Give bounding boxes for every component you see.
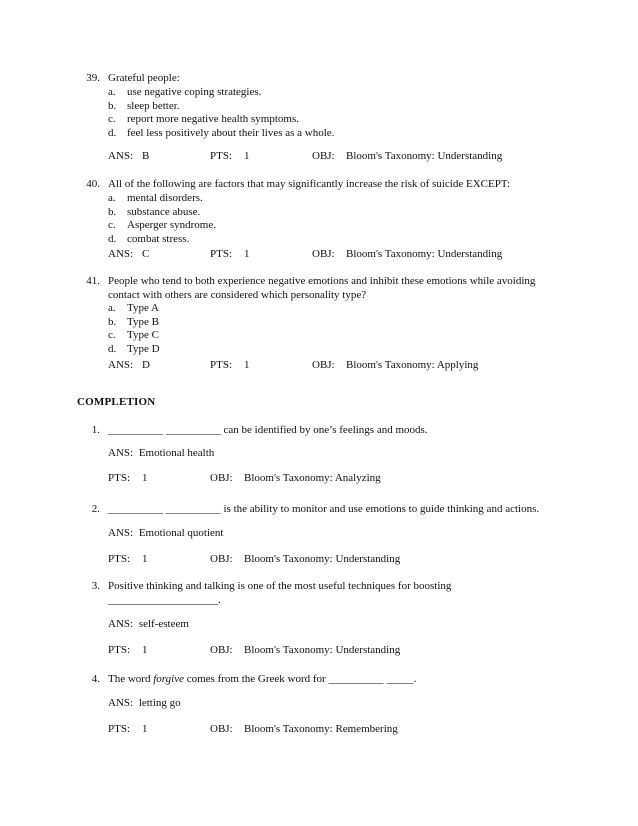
question-number: 41. [86,275,100,287]
points-meta [108,472,578,486]
option-row [108,233,578,247]
ans-value: Emotional health [138,447,215,459]
blank: ____________________ [108,593,218,606]
ans-value: Emotional quotient [138,527,224,539]
points-meta [108,723,578,737]
obj-label: OBJ: [210,472,233,484]
item-text-rest: can be identified by one’s feelings and moods. [223,424,428,436]
answer-options [108,86,578,140]
option-text: Asperger syndrome. [127,219,216,231]
pts-value: 1 [142,472,148,484]
option-row [108,206,578,220]
option-text: Type C [127,329,159,341]
option-letter: d. [108,232,117,245]
ans-value: B [142,150,150,162]
option-text: Type D [127,342,160,355]
option-row [108,100,578,114]
ans-label: ANS: [108,618,134,630]
option-row [108,302,578,316]
answer-line [108,618,189,632]
answer-meta [108,150,578,164]
ans-label: ANS: [108,527,134,539]
item-text [108,424,428,438]
blank: __________ [165,503,221,515]
ans-value: letting go [138,697,181,709]
pts-label: PTS: [108,723,131,735]
option-letter: d. [108,342,117,355]
points-meta [108,644,578,658]
blank: __________ [165,424,221,436]
ans-label: ANS: [108,697,134,709]
ans-value: C [142,248,150,260]
item-text [108,503,539,517]
ans-label: ANS: [108,447,134,459]
pts-value: 1 [244,150,250,162]
pts-value: 1 [142,644,148,656]
item-number: 1. [91,424,100,436]
item-text [108,673,416,687]
answer-options [108,302,578,356]
option-row [108,113,578,127]
obj-label: OBJ: [312,359,335,371]
option-letter: a. [108,302,116,314]
item-number: 3. [91,580,100,592]
option-row [108,86,578,100]
answer-meta [108,248,578,262]
blank: __________ [328,673,384,685]
text-before: The word [108,673,154,685]
option-text: use negative coping strategies. [127,86,262,98]
option-letter: b. [108,315,117,328]
pts-label: PTS: [210,359,233,371]
period: . [218,593,221,606]
italic-word: forgive [153,673,184,685]
pts-label: PTS: [210,248,233,260]
obj-value: Bloom's Taxonomy: Understanding [346,248,503,260]
period: . [413,673,417,685]
obj-label: OBJ: [312,150,335,162]
section-title: COMPLETION [77,396,156,408]
option-letter: d. [108,126,117,139]
option-text: Type B [127,315,159,328]
obj-label: OBJ: [210,553,233,565]
pts-label: PTS: [108,472,131,484]
answer-meta [108,359,578,373]
obj-label: OBJ: [312,248,335,260]
option-letter: b. [108,205,117,218]
item-text-rest: is the ability to monitor and use emotions to guide thinking and actions. [223,503,540,515]
ans-value: self-esteem [138,618,189,630]
question-number: 40. [86,178,100,190]
option-row [108,343,578,357]
question-text-line-1: People who tend to both experience negative emotions and inhibit these emotions while avoiding [108,275,536,287]
option-text: Type A [127,302,159,314]
ans-label: ANS: [108,248,134,260]
obj-value: Bloom's Taxonomy: Remembering [244,723,398,735]
option-letter: b. [108,99,117,112]
answer-line [108,697,181,711]
pts-label: PTS: [210,150,233,162]
obj-value: Bloom's Taxonomy: Applying [346,359,479,371]
pts-label: PTS: [108,644,131,656]
option-letter: c. [108,113,116,125]
option-letter: c. [108,219,116,231]
item-text-line-1: Positive thinking and talking is one of the most useful techniques for boosting [108,580,452,592]
item-number: 2. [91,503,100,515]
pts-label: PTS: [108,553,131,565]
obj-value: Bloom's Taxonomy: Understanding [244,553,401,565]
blank: __________ [108,503,163,515]
option-row [108,127,578,141]
obj-value: Bloom's Taxonomy: Analyzing [244,472,381,484]
option-letter: c. [108,329,116,341]
obj-label: OBJ: [210,644,233,656]
obj-value: Bloom's Taxonomy: Understanding [244,644,401,656]
obj-value: Bloom's Taxonomy: Understanding [346,150,503,162]
answer-line [108,447,214,461]
question-text-line-2: contact with others are considered which personality type? [108,288,367,301]
option-text: report more negative health symptoms. [127,113,299,125]
ans-label: ANS: [108,359,134,371]
item-number: 4. [91,673,100,685]
pts-value: 1 [142,553,148,565]
option-row [108,329,578,343]
pts-value: 1 [244,359,250,371]
blank: _____ [386,673,414,685]
option-text: feel less positively about their lives as a whole. [127,126,335,139]
option-letter: a. [108,86,116,98]
pts-value: 1 [142,723,148,735]
ans-label: ANS: [108,150,134,162]
option-letter: a. [108,192,116,204]
option-text: combat stress. [127,232,190,245]
option-text: sleep better. [127,99,180,112]
item-text-line-2 [108,594,221,608]
pts-value: 1 [244,248,250,260]
obj-label: OBJ: [210,723,233,735]
answer-options [108,192,578,246]
question-number: 39. [86,72,100,84]
option-text: substance abuse. [127,205,201,218]
blank: __________ [108,424,163,436]
option-row [108,192,578,206]
option-row [108,316,578,330]
option-text: mental disorders. [127,192,203,204]
option-row [108,219,578,233]
question-text: Grateful people: [108,72,180,84]
ans-value: D [142,359,150,371]
answer-line [108,527,223,541]
text-mid: comes from the Greek word for [183,673,329,685]
question-text: All of the following are factors that may significantly increase the risk of suicide EXCEPT: [108,178,511,190]
points-meta [108,553,578,567]
